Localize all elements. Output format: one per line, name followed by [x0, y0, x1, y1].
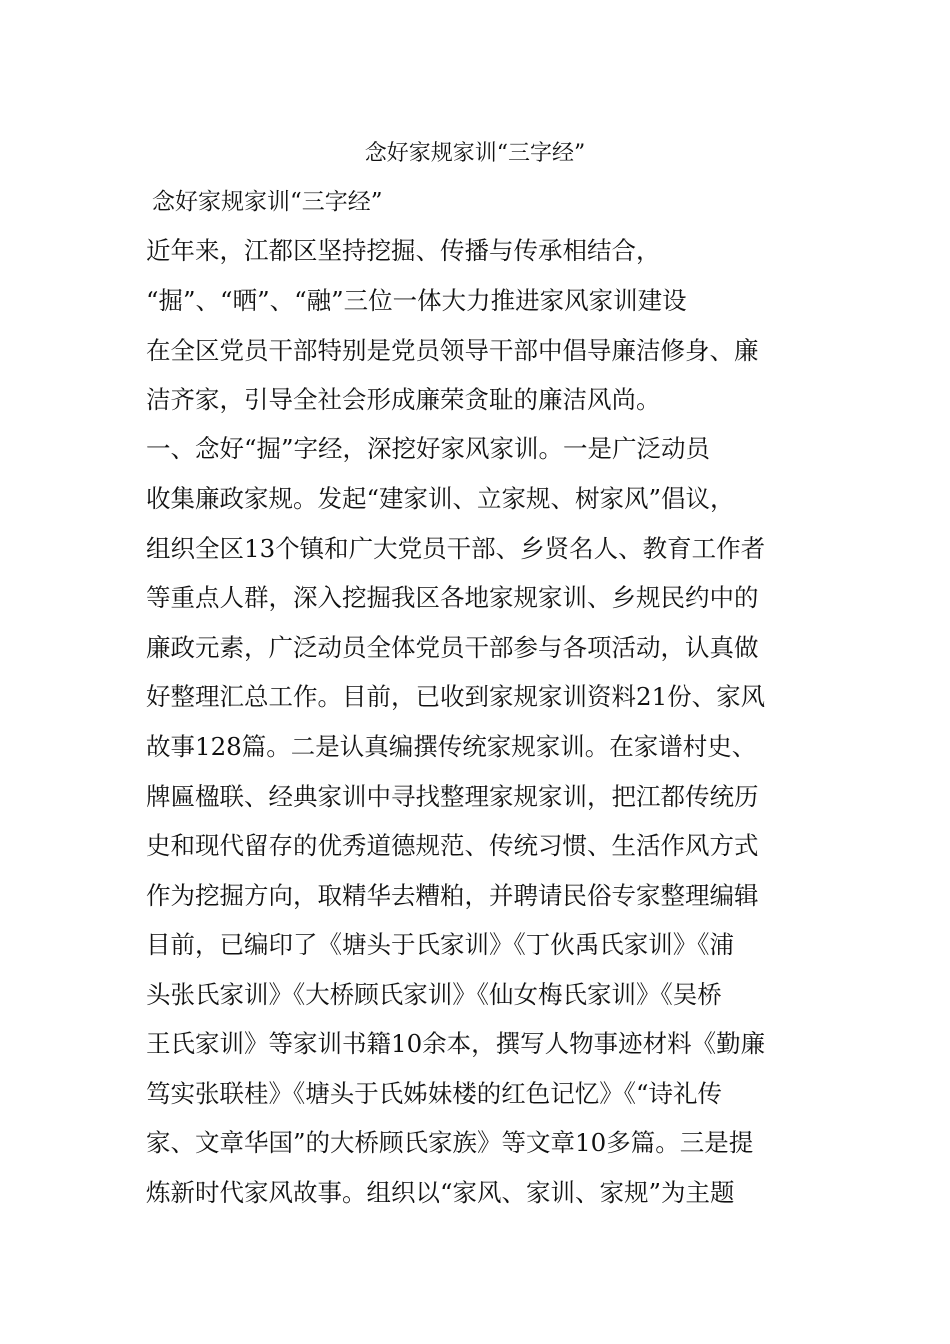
- body-line: 洁齐家，引导全社会形成廉荣贪耻的廉洁风尚。: [146, 385, 661, 414]
- document-title: 念好家规家训“三字经”: [364, 141, 586, 166]
- body-line: 头张氏家训》《大桥顾氏家训》《仙女梅氏家训》《吴桥: [146, 980, 722, 1009]
- body-line: 收集廉政家规。发起“建家训、立家规、树家风”倡议，: [146, 484, 735, 513]
- body-line: 一、念好“掘”字经，深挖好家风家训。一是广泛动员: [146, 434, 711, 463]
- body-line: 笃实张联桂》《塘头于氏姊妹楼的红色记忆》《“诗礼传: [146, 1079, 723, 1108]
- body-line: 王氏家训》等家训书籍10余本，撰写人物事迹材料《勤廉: [146, 1029, 766, 1058]
- body-line: 廉政元素，广泛动员全体党员干部参与各项活动，认真做: [146, 633, 759, 662]
- body-line: 史和现代留存的优秀道德规范、传统习惯、生活作风方式: [146, 831, 759, 860]
- body-line: “掘”、“晒”、“融”三位一体大力推进家风家训建设: [146, 286, 687, 315]
- body-line: 故事128篇。二是认真编撰传统家规家训。在家谱村史、: [146, 732, 757, 761]
- body-line: 近年来，江都区坚持挖掘、传播与传承相结合，: [146, 236, 661, 265]
- body-line: 炼新时代家风故事。组织以“家风、家训、家规”为主题: [146, 1178, 735, 1207]
- body-line: 目前，已编印了《塘头于氏家训》《丁伙禹氏家训》《浦: [146, 930, 734, 959]
- body-line: 牌匾楹联、经典家训中寻找整理家规家训，把江都传统历: [146, 782, 759, 811]
- body-line: 作为挖掘方向，取精华去糟粕，并聘请民俗专家整理编辑: [146, 881, 759, 910]
- body-line: 等重点人群，深入挖掘我区各地家规家训、乡规民约中的: [146, 583, 759, 612]
- document-subtitle: 念好家规家训“三字经”: [152, 189, 383, 215]
- body-line: 在全区党员干部特别是党员领导干部中倡导廉洁修身、廉: [146, 336, 759, 365]
- body-line: 组织全区13个镇和广大党员干部、乡贤名人、教育工作者: [146, 534, 766, 563]
- body-line: 好整理汇总工作。目前，已收到家规家训资料21份、家风: [146, 682, 766, 711]
- body-line: 家、文章华国”的大桥顾氏家族》等文章10多篇。三是提: [146, 1128, 754, 1157]
